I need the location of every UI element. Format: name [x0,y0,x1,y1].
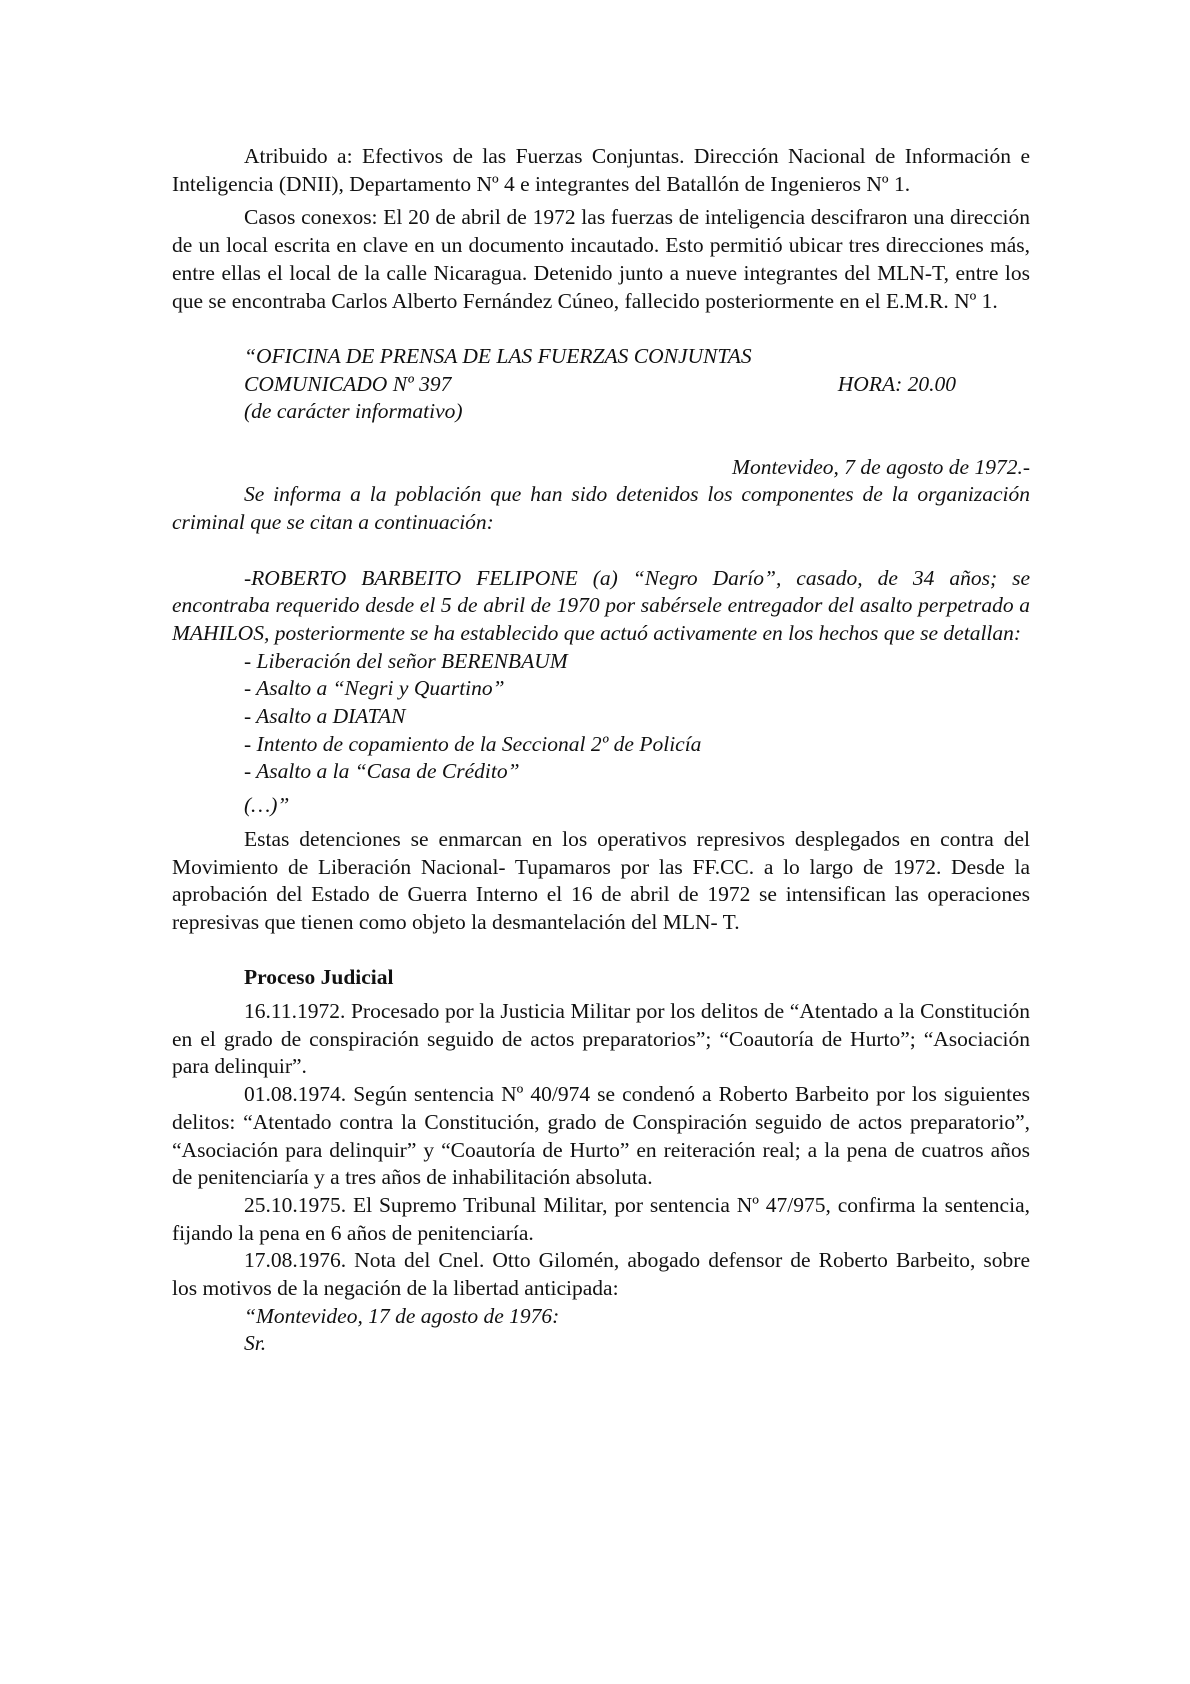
fact-list-item: - Asalto a DIATAN [244,704,406,729]
communique-time: HORA: 20.00 [837,371,956,396]
communique-inform-paragraph: Se informa a la población que han sido detenidos los componentes de la organización criminal que se citan a continuación: [172,482,1030,535]
judicial-entry: 25.10.1975. El Supremo Tribunal Militar, por sentencia Nº 47/975, confirma la sentencia, fijando la pena en 6 años de penitenciaría. [172,1192,1030,1245]
section-heading: Proceso Judicial [244,965,394,990]
fact-list-item: - Liberación del señor BERENBAUM [244,648,568,673]
quote-ellipsis: (…)” [244,793,290,818]
press-office-line: “OFICINA DE PRENSA DE LAS FUERZAS CONJUNTAS [244,343,752,368]
communique-number: COMUNICADO Nº 397 [244,371,452,396]
judicial-entry: 17.08.1976. Nota del Cnel. Otto Gilomén, abogado defensor de Roberto Barbeito, sobre los motivos de la negación de la libertad anticipada: [172,1248,1030,1301]
document-page [172,143,1030,1358]
communique-dateline: Montevideo, 7 de agosto de 1972.- [732,454,1030,479]
communique-character: (de carácter informativo) [244,399,463,424]
attributed-paragraph: Atribuido a: Efectivos de las Fuerzas Conjuntas. Dirección Nacional de Información e Inteligencia (DNII), Departamento Nº 4 e integrantes del Batallón de Ingenieros Nº 1. [172,144,1030,196]
spacer [172,537,1030,565]
communique-number-row [172,371,1030,399]
spacer [172,315,1030,343]
detainee-paragraph: -ROBERTO BARBEITO FELIPONE (a) “Negro Darío”, casado, de 34 años; se encontraba requerido desde el 5 de abril de 1970 por sabérsele entregador del asalto perpetrado a MAHILOS, posteriormente se ha establecido que actuó activamente en los hechos que se detallan: [172,565,1030,645]
fact-list-item: - Intento de copamiento de la Seccional 2º de Policía [244,731,702,756]
letter-date: “Montevideo, 17 de agosto de 1976: [244,1303,560,1328]
judicial-entry: 16.11.1972. Procesado por la Justicia Militar por los delitos de “Atentado a la Constitución en el grado de conspiración seguido de actos preparatorios”; “Coautoría de Hurto”; “Asociación para delinquir”. [172,999,1030,1079]
related-cases-paragraph: Casos conexos: El 20 de abril de 1972 las fuerzas de inteligencia descifraron una dirección de un local escrita en clave en un documento incautado. Esto permitió ubicar tres direcciones más, entre ellas el local de la calle Nicaragua. Detenido junto a nueve integrantes del MLN-T, entre los que se encontraba Carlos Alberto Fernández Cúneo, fallecido posteriormente en el E.M.R. Nº 1. [172,205,1030,313]
context-paragraph: Estas detenciones se enmarcan en los operativos represivos desplegados en contra del Movimiento de Liberación Nacional- Tupamaros por las FF.CC. a lo largo de 1972. Desde la aprobación del Estado de Guerra Interno el 16 de abril de 1972 se intensifican las operaciones represivas que tienen como objeto la desmantelación del MLN- T. [172,826,1030,934]
spacer [172,426,1030,454]
fact-list-item: - Asalto a la “Casa de Crédito” [244,759,520,784]
spacer [172,937,1030,965]
fact-list-item: - Asalto a “Negri y Quartino” [244,676,505,701]
letter-salutation: Sr. [244,1331,267,1356]
judicial-entry: 01.08.1974. Según sentencia Nº 40/974 se condenó a Roberto Barbeito por los siguientes delitos: “Atentado contra la Constitución, grado de Conspiración seguido de actos preparatorio”, “Asociación para delinquir” y “Coautoría de Hurto” en reiteración real; a la pena de cuatros años de penitenciaría y a tres años de inhabilitación absoluta. [172,1082,1030,1190]
